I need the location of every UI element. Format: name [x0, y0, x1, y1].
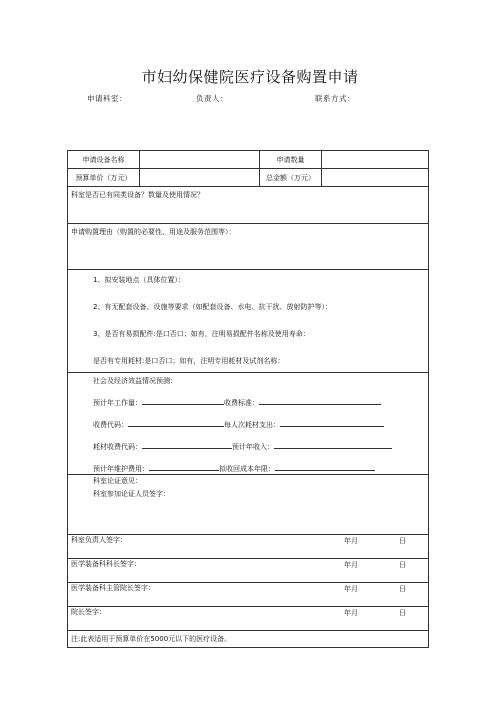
payback-label: 拟收回成本年限：: [219, 465, 275, 473]
fee-code-field[interactable]: [128, 418, 224, 427]
device-name-field[interactable]: [140, 151, 260, 169]
application-form-table: [67, 150, 429, 648]
sign-year-month: 年月: [344, 609, 358, 617]
quantity-label: 申请数量: [260, 151, 322, 169]
sign-day: 日: [399, 609, 406, 617]
sign-label: 医学装备科科长签字：: [71, 560, 141, 568]
demo-opinion-label: 科室论证意见：: [93, 477, 142, 485]
sign-year-month: 年月: [344, 561, 358, 569]
consumable-code-label: 耗材收费代码：: [93, 443, 142, 451]
sign-year-month: 年月: [344, 585, 358, 593]
sign-year-month: 年月: [344, 537, 358, 545]
benefit-forecast-cell: [68, 373, 429, 475]
consumable-cost-field[interactable]: [280, 418, 384, 427]
total-field[interactable]: [322, 169, 429, 187]
dept-label: 申请科室：: [87, 94, 127, 103]
sign-label: 医学装备科主管院长签字：: [71, 584, 155, 592]
maintenance-label: 预计年维护费用：: [93, 465, 149, 473]
benefit-title: 社会及经济效益情况预测：: [93, 377, 177, 385]
purchase-reason-question: 申请购置理由（购置的必要性、用途及服务范围等）：: [71, 228, 236, 236]
sign-row-dept-head[interactable]: [68, 535, 429, 559]
note-cell: 注:此表适用于预算单价在5000元以下的医疗设备。: [68, 631, 429, 648]
sign-row-vice-president[interactable]: [68, 583, 429, 607]
device-name-label: 申请设备名称: [68, 151, 140, 169]
sign-day: 日: [399, 561, 406, 569]
fee-standard-field[interactable]: [259, 396, 381, 405]
total-label: 总金额（万元）: [260, 169, 322, 187]
workload-label: 预计年工作量：: [93, 399, 142, 407]
consumables-item: 是否有专用耗材:是口否口；如有，注明专用耗材及试剂名称：: [93, 357, 285, 365]
purchase-reason-cell[interactable]: [68, 224, 429, 270]
fee-standard-label: 收费标准：: [224, 399, 259, 407]
benefit-row-2: [71, 418, 425, 430]
maintenance-field[interactable]: [149, 462, 219, 471]
benefit-row-1: [71, 396, 425, 408]
supporting-facility-item: 2、有无配套设备、设施等要求（如配套设备、水电、抗干扰、放射防护等）：: [93, 303, 332, 311]
sign-label: 院长签字：: [71, 608, 106, 616]
requirements-cell[interactable]: [68, 270, 429, 373]
page-title: 市妇幼保健院医疗设备购置申请: [141, 68, 359, 86]
sign-row-equipment-head[interactable]: [68, 559, 429, 583]
unit-price-label: 预算单价（万元）: [68, 169, 140, 187]
department-opinion-cell[interactable]: [68, 475, 429, 535]
sign-day: 日: [399, 537, 406, 545]
contact-label: 联系方式：: [315, 94, 355, 103]
workload-field[interactable]: [142, 396, 224, 405]
consumable-code-field[interactable]: [142, 440, 232, 449]
fee-code-label: 收费代码：: [93, 421, 128, 429]
sign-label: 科室负责人签字：: [71, 536, 127, 544]
demo-signers-label: 科室参加论证人员签字：: [93, 490, 170, 498]
existing-equipment-question: 科室是否已有同类设备？数量及使用情况？: [71, 191, 204, 199]
annual-income-label: 预计年收入：: [232, 443, 274, 451]
benefit-row-3: [71, 440, 425, 452]
sign-row-president[interactable]: [68, 607, 429, 631]
unit-price-field[interactable]: [140, 169, 260, 187]
consumable-cost-label: 每人次耗材支出：: [224, 421, 280, 429]
owner-label: 负责人：: [196, 94, 228, 103]
spare-parts-item: 3、是否有易损配件:是口否口；如有，注明易损配件名称及使用寿命：: [93, 330, 310, 338]
install-location-item: 1、拟安装地点（具体位置）：: [93, 276, 185, 284]
payback-field[interactable]: [275, 462, 375, 471]
sign-day: 日: [399, 585, 406, 593]
quantity-field[interactable]: [322, 151, 429, 169]
existing-equipment-cell[interactable]: [68, 187, 429, 224]
annual-income-field[interactable]: [274, 440, 392, 449]
benefit-row-4: [71, 462, 425, 474]
